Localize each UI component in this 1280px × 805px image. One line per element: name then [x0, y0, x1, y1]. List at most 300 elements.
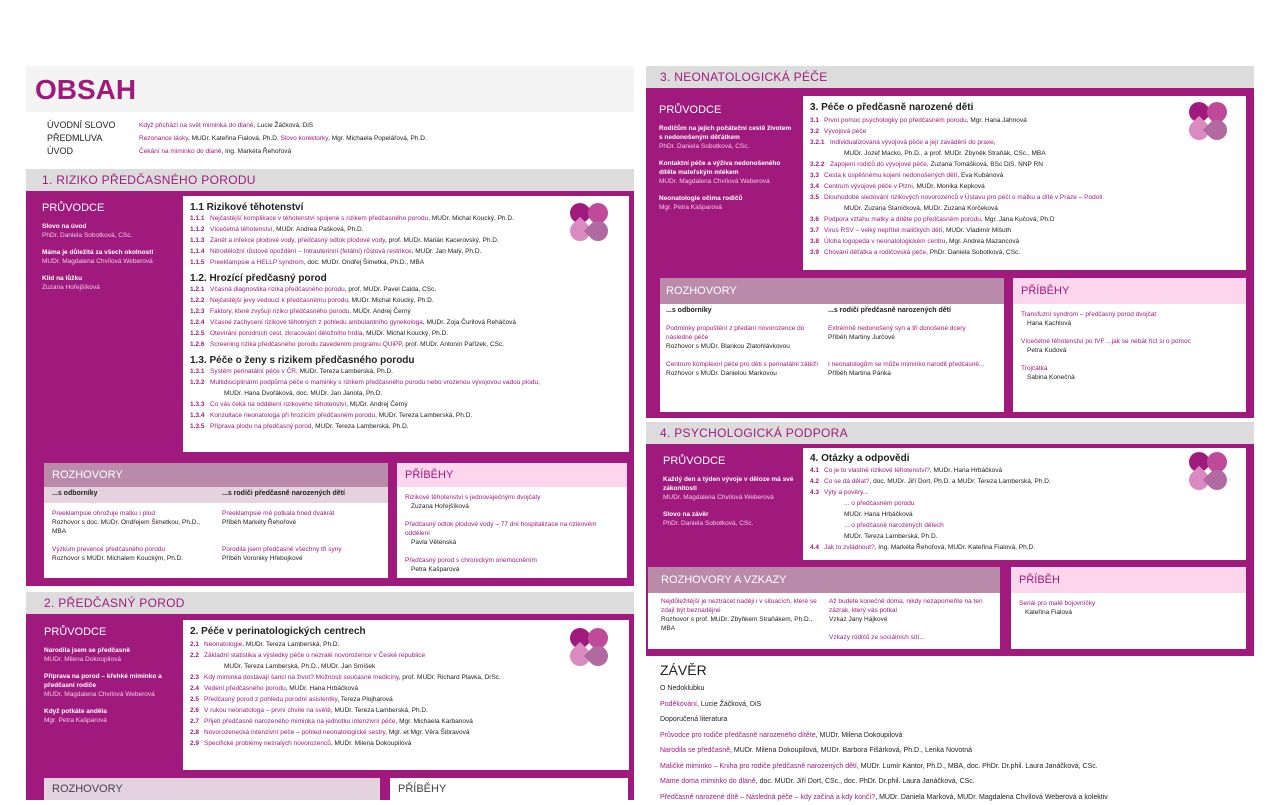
toc-author: , Mgr. Andrea Mazancová — [945, 238, 1019, 245]
story-entry — [1021, 310, 1238, 328]
interview-entry — [222, 545, 382, 563]
toc-author: MUDr. Tereza Lamberská, Ph.D. — [844, 533, 937, 540]
toc-link[interactable]: Základní statistika a výsledky péče o nezralé novorozence v České republice — [204, 652, 425, 659]
interview-link[interactable]: Až budete konečně doma, nikdy nezapomeňte na ten zázrak, který vás potkal — [829, 597, 989, 615]
guide-item-author: Zuzana Hořejšíková — [42, 283, 177, 292]
toc-author: , MUDr. Jan Malý, Ph.D. — [412, 248, 482, 255]
toc-author: , PhDr. Daniela Sobotková, CSc. — [926, 249, 1020, 256]
interview-author: Rozhovor s MUDr. Michalem Kouckým, Ph.D. — [52, 554, 207, 563]
toc-author: , Mgr. et Mgr. Věra Šibravová — [385, 729, 469, 736]
guide-item-title: Kontaktní péče a výživa nedonošeného dítěte mateřským mlékem — [659, 159, 794, 177]
toc-number: 1.1.2 — [190, 224, 210, 235]
story-author: Petra Kudová — [1021, 346, 1238, 355]
toc-entry — [810, 192, 1239, 203]
interview-author: Příběh Voroniky Hřebojkové — [222, 554, 382, 563]
toc-author: , Zuzana Tomášková, BSc DiS. NNP RN — [927, 161, 1043, 168]
conclusion-item[interactable]: Máme doma miminko do dlaně — [660, 778, 756, 785]
guide-item-author: PhDr. Daniela Sobotková, CSc. — [659, 142, 794, 151]
intro-author: , Lucie Žáčková, DiS — [254, 122, 314, 129]
toc-author: , MUDr. Tereza Lamberská, Ph.D. — [296, 368, 393, 375]
toc-author: , — [994, 139, 996, 146]
conclusion-entry — [660, 697, 1250, 713]
toc-author: , Mgr. Michaela Karbanová — [396, 718, 473, 725]
section-3-title: 3. NEONATOLOGICKÁ PÉČE — [646, 66, 1254, 88]
toc-heading: 3. Péče o předčasně narozené děti — [810, 102, 1239, 113]
interviews-title: ROZHOVORY — [660, 278, 1004, 304]
interviews-title: ROZHOVORY — [44, 463, 388, 487]
toc-entry — [190, 421, 622, 432]
toc-number: 3.7 — [810, 225, 824, 236]
toc-number: 3.4 — [810, 181, 824, 192]
toc-author: , MUDr. Tereza Lamberská, Ph.D. — [331, 707, 428, 714]
toc-author: MUDr. Hana Hrbáčková — [844, 511, 913, 518]
guide-item-author: PhDr. Daniela Sobotková, CSc. — [663, 519, 798, 528]
interview-author: Rozhovor s prof. MUDr. Zbyňkem Straňákem, Ph.D., MBA — [661, 615, 821, 633]
interview-entry — [52, 545, 207, 563]
interview-link[interactable]: Preeklampsie mě potkala hned dvakrát — [222, 509, 382, 518]
toc-link[interactable]: Jak to zvládnout? — [824, 544, 875, 551]
conclusion-item[interactable]: Maličké miminko – Kniha pro rodiče předčasně narozených dětí — [660, 763, 857, 770]
toc-number: 2.1 — [190, 639, 204, 650]
toc-link[interactable]: Dlouhodobé sledování rizikových novorozenců v Ústavu pro péči o matku a dítě v Praze – Podolí — [824, 194, 1103, 201]
heart-flower-icon — [1189, 452, 1229, 492]
conclusion-entry — [660, 712, 1250, 728]
conclusion — [660, 662, 1250, 805]
interviews-col-parents: ...s rodiči předčasně narozených dětí — [222, 490, 345, 497]
toc-link[interactable]: Systém perinatální péče v ČR — [210, 368, 296, 375]
interview-entry — [829, 633, 989, 642]
toc-number: 1.1.3 — [190, 235, 210, 246]
toc-author: , MUDr. Michal Koucký, Ph.D. — [348, 297, 434, 304]
interview-link[interactable]: Výzkum prevence předčasného porodu — [52, 545, 207, 554]
conclusion-entry — [660, 728, 1250, 744]
toc-number: 1.3.2 — [190, 377, 210, 388]
guide-item-title: Máma je důležitá za všech okolností — [42, 248, 177, 257]
toc-entry — [810, 531, 1239, 542]
toc-author: , Mgr. Hana Jahnová — [967, 117, 1027, 124]
toc-number: 2.5 — [190, 694, 204, 705]
story-link[interactable]: Transfuzní syndrom – předčasný porod dvojčat — [1021, 310, 1238, 319]
toc-link[interactable]: Multidisciplinární podpůrná péče o maminky s rizikem předčasného porodu nebo vrozenou vývojovou vadou plodu — [210, 379, 538, 386]
toc-entry — [810, 247, 1239, 258]
toc-link[interactable]: Nejčastější komplikace v těhotenství spojené s rizikem předčasného porodu — [210, 215, 428, 222]
toc-link[interactable]: Cesta k úspěšnému kojení nedonošených dětí — [824, 172, 957, 179]
conclusion-item[interactable]: Předčasně narozené dítě – Následná péče – kdy začíná a kdy končí? — [660, 794, 875, 801]
toc-author: MUDr. Hana Dvořáková, doc. MUDr. Jan Janota, Ph.D. — [224, 390, 382, 397]
toc-entry — [190, 650, 622, 661]
guide-item-author: Mgr. Petra Kašparová — [44, 716, 179, 725]
conclusion-entry — [660, 681, 1250, 697]
interview-link[interactable]: Vzkazy rodičů ze sociálních sítí... — [829, 633, 989, 642]
section-4-toc — [803, 448, 1246, 560]
toc-link[interactable]: Co se dá dělat? — [824, 478, 870, 485]
toc-link[interactable]: Neonatologie — [204, 641, 242, 648]
conclusion-item[interactable]: Poděkování — [660, 701, 697, 708]
story-link[interactable]: Předčasný odtok plodové vody – 77 dní hospitalizace na rizikovém oddělení — [405, 520, 619, 538]
toc-entry — [190, 716, 622, 727]
toc-entry — [810, 498, 1239, 509]
conclusion-item: O Nedoklubku — [660, 685, 704, 692]
toc-number: 4.2 — [810, 476, 824, 487]
toc-author: MUDr. Jozef Macko, Ph.D., a prof. MUDr. Zbyněk Straňák, CSc., MBA — [844, 150, 1046, 157]
toc-author: , MUDr. Andrej Černý — [349, 308, 410, 315]
intro-link[interactable]: Když přichází na svět miminka do dlaně — [139, 122, 254, 129]
toc-link[interactable]: Včasné zachycení rizikové těhotných z pohledu ambulantního gynekologa — [210, 319, 423, 326]
section-4-guide — [663, 455, 798, 536]
interview-link[interactable]: Centrum komplexní péče pro děti s perinatální zátěží — [666, 360, 821, 369]
intro-link[interactable]: Čekání na miminko do dlaně — [139, 148, 221, 155]
conclusion-item[interactable]: Průvodce pro rodiče předčasně narozeného dítěte — [660, 732, 816, 739]
section-1-interviews — [44, 463, 388, 578]
toc-number: 1.2.3 — [190, 306, 210, 317]
interview-link[interactable]: Extrémně nedonošený syn a tři donošené dcery — [828, 324, 988, 333]
stories-title: PŘÍBĚHY — [390, 778, 628, 800]
intro-entry — [139, 132, 427, 145]
stories-title: PŘÍBĚHY — [1013, 278, 1246, 304]
conclusion-author: , Lucie Žáčková, DiS — [697, 701, 761, 708]
section-3-interviews — [660, 278, 1004, 412]
toc-link[interactable]: Podpora vztahu matky a dítěte po předčasném porodu — [824, 216, 981, 223]
toc-entry — [810, 137, 1239, 148]
section-1-guide — [42, 202, 177, 300]
toc-link[interactable]: Zánět a infekce plodové vody, předčasný odtok plodové vody — [210, 237, 385, 244]
toc-link[interactable]: Individualizovaná vývojová péče a její zavádění do praxe — [830, 139, 994, 146]
toc-entry — [810, 542, 1239, 553]
story-link[interactable]: Seriál pro malé bojovníčky — [1019, 599, 1238, 608]
toc-entry — [190, 224, 622, 235]
section-2-guide — [44, 626, 179, 733]
stories-title: PŘÍBĚHY — [397, 463, 627, 487]
story-link[interactable]: Předčasný porod s chronickým onemocněním — [405, 556, 619, 565]
toc-entry — [810, 487, 1239, 498]
toc-link[interactable]: V rukou neonatologa – první chvíle na světě — [204, 707, 331, 714]
conclusion-item: Doporučená literatura — [660, 716, 727, 723]
toc-entry — [810, 520, 1239, 531]
toc-entry — [190, 213, 622, 224]
interview-author: Příběh Martiny Jurčové — [828, 333, 988, 342]
interview-entry — [828, 360, 988, 378]
conclusion-item[interactable]: Narodila se předčasně — [660, 747, 730, 754]
toc-author: , Eva Kubánová — [957, 172, 1003, 179]
section-4-interviews — [648, 567, 1000, 649]
toc-link[interactable]: Novorozenecká intenzivní péče – pohled neonatologické sestry — [204, 729, 385, 736]
toc-link[interactable]: Vícečetná těhotenství — [210, 226, 273, 233]
toc-number: 4.3 — [810, 487, 824, 498]
toc-link[interactable]: Konzultace neonatologa při hrozícím předčasném porodu — [210, 412, 375, 419]
conclusion-author: , MUDr. Daniela Marková, MUDr. Magdalena Chvílová Weberová a kolektiv — [875, 794, 1108, 801]
page-title: OBSAH — [35, 74, 136, 106]
toc-number: 4.1 — [810, 465, 824, 476]
toc-link[interactable]: Vedení předčasného porodu — [204, 685, 286, 692]
toc-author: , MUDr. Monika Kepková — [913, 183, 985, 190]
story-author: Petra Kašparová — [405, 565, 619, 574]
interview-link[interactable]: I neonatologům se může miminko narodit předčasně... — [828, 360, 988, 369]
toc-author: , MUDr. Andrea Pašková, Ph.D. — [273, 226, 364, 233]
guide-item-title: Když potkáte anděla — [44, 707, 179, 716]
interview-entry — [829, 597, 989, 624]
interview-entry — [661, 597, 821, 633]
toc-entry — [190, 672, 622, 683]
toc-number: 3.2.2 — [810, 159, 830, 170]
toc-author: , prof. MUDr. Pavel Calda, CSc. — [345, 286, 436, 293]
intro-author: , Mgr. Michaela Popelářová, Ph.D. — [328, 135, 427, 142]
conclusion-entry — [660, 774, 1250, 790]
interview-row — [666, 324, 998, 360]
toc-author: , MUDr. Hana Hrbáčková — [286, 685, 358, 692]
guide-title: PRŮVODCE — [42, 202, 177, 214]
toc-entry — [810, 148, 1239, 159]
interview-author: Rozhovor s MUDr. Blankou Zlatohlávkovou — [666, 342, 821, 351]
heart-flower-icon — [1189, 102, 1229, 142]
toc-entry — [190, 235, 622, 246]
interview-entry — [828, 324, 988, 342]
toc-entry — [810, 126, 1239, 137]
guide-item-author: MUDr. Magdalena Chvílová Weberová — [42, 257, 177, 266]
section-1-toc — [183, 196, 629, 452]
intro-entry — [139, 119, 313, 132]
toc-link[interactable]: Co je to vlastně rizikové těhotenství? — [824, 467, 930, 474]
section-1-title: 1. RIZIKO PŘEDČASNÉHO PORODU — [26, 169, 634, 191]
interview-link[interactable]: Nejdůležitější je neztrácet naději i v situacích, které se zdají být beznadějné — [661, 597, 821, 615]
guide-title: PRŮVODCE — [44, 626, 179, 638]
toc-link[interactable]: Předčasný porod z pohledu porodní asistentky — [204, 696, 337, 703]
guide-item-title: Slovo na úvod — [42, 222, 177, 231]
toc-author: , MUDr. Tereza Lamberská, Ph.D. — [312, 423, 409, 430]
toc-entry — [190, 705, 622, 716]
toc-entry — [190, 738, 622, 749]
toc-number: 2.6 — [190, 705, 204, 716]
guide-item-author: Mgr. Petra Kašparová — [659, 203, 794, 212]
story-entry — [405, 493, 619, 511]
toc-entry — [810, 236, 1239, 247]
section-2-stories — [390, 778, 628, 800]
interviews-title: ROZHOVORY A VZKAZY — [648, 567, 1000, 593]
toc-entry — [190, 284, 622, 295]
interview-author: Rozhovor s doc. MUDr. Ondřejem Šimetkou, Ph.D., MBA — [52, 518, 207, 536]
intro-row — [47, 132, 607, 145]
intro-label: ÚVODNÍ SLOVO — [47, 119, 116, 132]
toc-number: 2.4 — [190, 683, 204, 694]
heart-flower-icon — [570, 203, 610, 243]
toc-link[interactable]: ... o předčasně narozených dětech — [844, 522, 944, 529]
toc-number: 3.6 — [810, 214, 824, 225]
toc-entry — [190, 295, 622, 306]
toc-link[interactable]: Specifické problémy nezralých novorozenců — [204, 740, 331, 747]
toc-entry — [190, 399, 622, 410]
toc-link[interactable]: Vývojová péče — [824, 128, 866, 135]
toc-author: , MUDr. Milena Dokoupilová — [331, 740, 412, 747]
toc-author: , doc. MUDr. Ondřej Šimetka, Ph.D., MBA — [304, 259, 424, 266]
intro-label: ÚVOD — [47, 145, 73, 158]
toc-link[interactable]: Otevírání porodních cest, zkracování děložního hrdla — [210, 330, 362, 337]
toc-author: , MUDr. Tereza Lamberská, Ph.D. — [242, 641, 339, 648]
toc-number: 1.2.6 — [190, 339, 210, 350]
toc-author: MUDr. Tereza Lamberská, Ph.D., MUDr. Jan Smíšek — [224, 663, 375, 670]
guide-item-title: Neonatologie očima rodičů — [659, 194, 794, 203]
toc-entry — [190, 639, 622, 650]
toc-link[interactable]: Screening rizika předčasného porodu zavedením programu QUiPP — [210, 341, 402, 348]
toc-number: 3.2 — [810, 126, 824, 137]
toc-entry — [810, 159, 1239, 170]
story-entry — [405, 520, 619, 547]
toc-entry — [190, 328, 622, 339]
toc-entry — [190, 306, 622, 317]
section-3-guide — [659, 104, 794, 220]
toc-link[interactable]: Centrum vývojové péče v Plzni — [824, 183, 913, 190]
toc-number: 1.2.1 — [190, 284, 210, 295]
guide-title: PRŮVODCE — [659, 104, 794, 116]
toc-author: , doc. MUDr. Jiří Dort, Ph.D. a MUDr. Tereza Lamberská, Ph.D. — [870, 478, 1051, 485]
intro-label: PŘEDMLUVA — [47, 132, 102, 145]
toc-number: 2.8 — [190, 727, 204, 738]
toc-entry — [190, 694, 622, 705]
toc-entry — [810, 170, 1239, 181]
toc-link[interactable]: Úloha logopeda v neonatologickém centru — [824, 238, 945, 245]
intro-list — [47, 119, 607, 158]
interviews-col-experts: ...s odborníky — [52, 490, 98, 497]
toc-number: 3.8 — [810, 236, 824, 247]
section-4-title: 4. PSYCHOLOGICKÁ PODPORA — [646, 422, 1254, 444]
toc-entry — [810, 225, 1239, 236]
toc-number: 1.3.1 — [190, 366, 210, 377]
toc-number: 3.5 — [810, 192, 824, 203]
intro-entry — [139, 145, 291, 158]
toc-number: 3.2.1 — [810, 137, 830, 148]
toc-number: 1.2.5 — [190, 328, 210, 339]
toc-number: 1.1.4 — [190, 246, 210, 257]
toc-author: , MUDr. Tereza Lamberská, Ph.D. — [375, 412, 472, 419]
toc-number: 3.3 — [810, 170, 824, 181]
toc-author: , MUDr. Vladimír Mišuth — [942, 227, 1011, 234]
story-author: Sabina Konečná — [1021, 373, 1238, 382]
toc-link[interactable]: ... o předčasném porodu — [844, 500, 914, 507]
toc-number: 1.3.4 — [190, 410, 210, 421]
story-author: Pavla Větenská — [405, 538, 619, 547]
story-link[interactable]: Rizikové těhotenství s jednovaječnými dvojčaty — [405, 493, 619, 502]
section-1-stories — [397, 463, 627, 578]
toc-link[interactable]: Kdy miminka dostávají šanci na život? Možnosti současné medicíny — [204, 674, 399, 681]
toc-heading: 1.2. Hrozící předčasný porod — [190, 273, 622, 284]
story-entry — [1021, 364, 1238, 382]
toc-heading: 1.3. Péče o ženy s rizikem předčasného porodu — [190, 355, 622, 366]
story-link[interactable]: Trojčátka — [1021, 364, 1238, 373]
story-author: Kateřina Fialová — [1019, 608, 1238, 617]
toc-heading: 4. Otázky a odpovědi — [810, 453, 1239, 464]
toc-number: 1.3.5 — [190, 421, 210, 432]
toc-link[interactable]: Nejčastější jevy vedoucí k předčasnému porodu — [210, 297, 348, 304]
interview-entry — [52, 509, 207, 536]
toc-number: 4.4 — [810, 542, 824, 553]
toc-number: 3.9 — [810, 247, 824, 258]
interview-row — [666, 360, 998, 396]
intro-row — [47, 119, 607, 132]
intro-link[interactable]: Rezonance lásky — [139, 135, 188, 142]
toc-heading: 1.1 Rizikové těhotenství — [190, 202, 622, 213]
toc-author: , MUDr. Andrej Černý — [346, 401, 407, 408]
toc-link[interactable]: Přijetí předčasně narozeného miminka na jednotku intenzivní péče — [204, 718, 396, 725]
toc-number: 1.2.2 — [190, 295, 210, 306]
toc-number: 1.1.1 — [190, 213, 210, 224]
toc-number: 2.7 — [190, 716, 204, 727]
toc-entry — [190, 246, 622, 257]
story-entry — [1021, 337, 1238, 355]
intro-link[interactable]: Slovo korektorky — [281, 135, 329, 142]
toc-author: , Ing. Markéta Řehořová, MUDr. Kateřina Fialová, Ph.D. — [875, 544, 1035, 551]
toc-author: , Tereza Plojharová — [337, 696, 393, 703]
toc-author: , prof. MUDr. Richard Plavka, DrSc. — [399, 674, 501, 681]
toc-entry — [190, 339, 622, 350]
story-link[interactable]: Vícečetné těhotenství po IVF ...jak se nebát říct si o pomoc — [1021, 337, 1238, 346]
interview-author: Rozhovor s MUDr. Danielou Markovou — [666, 369, 821, 378]
guide-title: PRŮVODCE — [663, 455, 798, 467]
toc-link[interactable]: Příprava plodu na předčasný porod — [210, 423, 312, 430]
intro-row — [47, 145, 607, 158]
interview-row — [52, 545, 380, 581]
interview-author: Příběh Martina Pánka — [828, 369, 988, 378]
story-author: Hana Kachlová — [1021, 319, 1238, 328]
toc-author: , MUDr. Hana Hrbáčková — [930, 467, 1002, 474]
section-2-toc — [183, 620, 629, 770]
toc-link[interactable]: Co vás čeká na oddělení rizikového těhotenství — [210, 401, 346, 408]
interview-link[interactable]: Podmínky propuštění z předání novorozence do následné péče — [666, 324, 821, 342]
conclusion-author: , doc. MUDr. Jiří Dort, CSc., doc. PhDr. Dr.phil. Laura Janáčková, CSc. — [756, 778, 975, 785]
toc-link[interactable]: Faktory, které zvyšují riziko předčasného porodu — [210, 308, 349, 315]
toc-link[interactable]: Chování děťátka a rodičovská péče — [824, 249, 926, 256]
conclusion-entry — [660, 743, 1250, 759]
toc-author: MUDr. Zuzana Staníčková, MUDr. Zuzana Korčeková — [844, 205, 998, 212]
guide-item-title: Příprava na porod – křehké miminko a předčasní rodiče — [44, 672, 179, 690]
toc-number: 2.3 — [190, 672, 204, 683]
guide-item-author: MUDr. Magdalena Chvílová Weberová — [44, 690, 179, 699]
toc-link[interactable]: Preeklampsie a HELLP syndrom — [210, 259, 304, 266]
conclusion-entry — [660, 790, 1250, 805]
guide-item-author: MUDr. Milena Dokoupilová — [44, 655, 179, 664]
toc-author: , Mgr. Jana Kučová, Ph.D — [981, 216, 1055, 223]
story-entry — [1019, 599, 1238, 617]
section-2-interviews — [44, 778, 380, 800]
toc-link[interactable]: Výty a pověry... — [824, 489, 868, 496]
toc-entry — [190, 661, 622, 672]
interviews-col-parents: ...s rodiči předčasně narozených dětí — [828, 307, 951, 314]
interview-link[interactable]: Porodila jsem předčasně všechny tři syny — [222, 545, 382, 554]
heart-flower-icon — [570, 628, 610, 668]
section-3-toc — [803, 96, 1246, 270]
toc-link[interactable]: Virus RSV – velký nepřítel maličkých dětí — [824, 227, 942, 234]
toc-number: 1.3.3 — [190, 399, 210, 410]
toc-number: 2.9 — [190, 738, 204, 749]
conclusion-entry — [660, 759, 1250, 775]
toc-link[interactable]: První pomoc psychologky po předčasném porodu — [824, 117, 967, 124]
interview-entry — [666, 360, 821, 378]
toc-author: , MUDr. Zoja Čurilová Reháčová — [423, 319, 516, 326]
toc-link[interactable]: Včasná diagnostika rizika předčasného porodu — [210, 286, 345, 293]
toc-entry — [190, 683, 622, 694]
section-2-title: 2. PŘEDČASNÝ POROD — [26, 592, 634, 614]
interview-link[interactable]: Preeklampsie ohrožuje matku i plod — [52, 509, 207, 518]
guide-item-title: Klid na lůžku — [42, 274, 177, 283]
intro-author: , Ing. Markéta Řehořová — [221, 148, 291, 155]
toc-link[interactable]: Nitroděložní růstové opoždění – Intrauterinní (fetální) růstová restrikce — [210, 248, 412, 255]
guide-item-author: MUDr. Magdalena Chvílová Weberová — [663, 493, 798, 502]
section-4-stories — [1011, 567, 1246, 649]
interview-entry — [666, 324, 821, 351]
toc-entry — [810, 465, 1239, 476]
toc-entry — [190, 257, 622, 268]
toc-link[interactable]: Zapojení rodičů do vývojové péče — [830, 161, 927, 168]
conclusion-title: ZÁVĚR — [660, 662, 1250, 678]
guide-item-author: MUDr. Magdalena Chvílová Weberová — [659, 177, 794, 186]
conclusion-author: , MUDr. Lumír Kantor, Ph.D., MBA, doc. PhDr. Dr.phil. Laura Janáčková, CSc. — [857, 763, 1098, 770]
